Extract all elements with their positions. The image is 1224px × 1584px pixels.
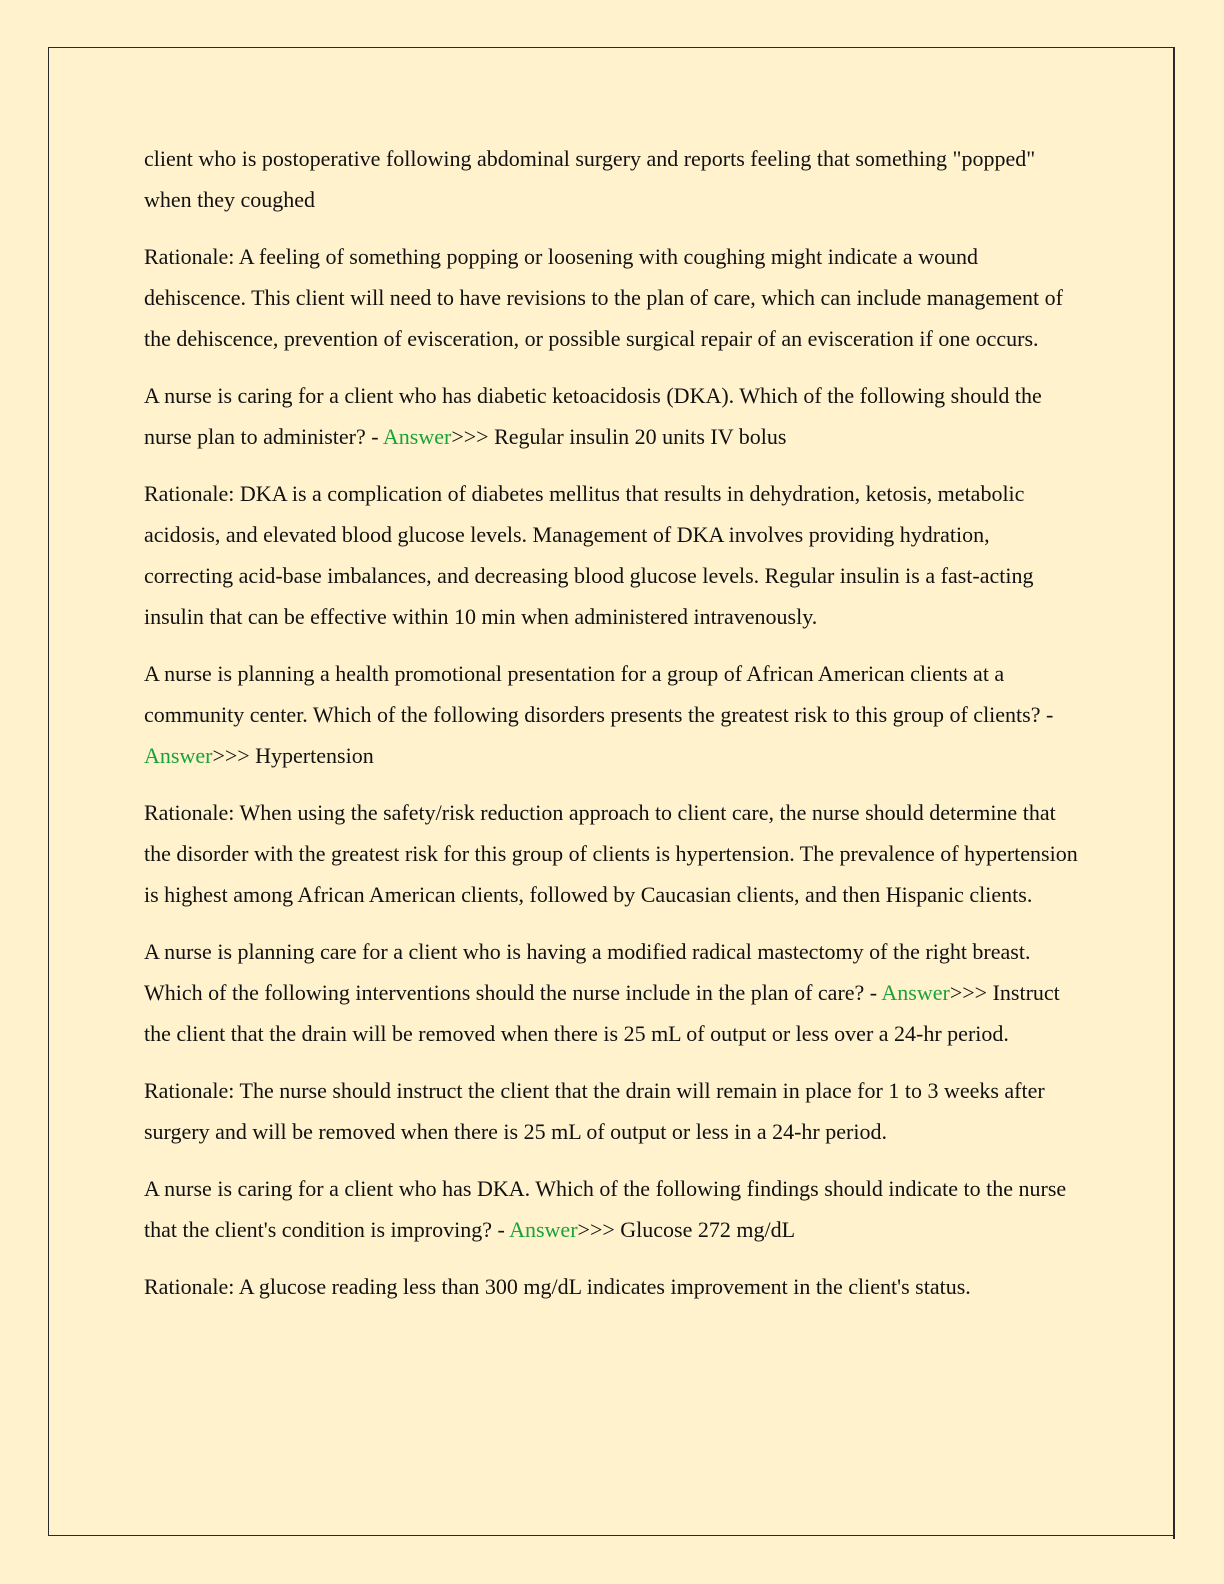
answer-text: >>> Regular insulin 20 units IV bolus xyxy=(451,424,787,449)
rationale-paragraph xyxy=(144,473,1084,637)
answer-text: >>> Hypertension xyxy=(212,743,374,768)
rationale-paragraph xyxy=(144,236,1084,359)
answer-label: Answer xyxy=(509,1217,578,1242)
question-text: A nurse is caring for a client who has diabetic ketoacidosis (DKA). Which of the following should the nurse plan to administer? - xyxy=(144,383,1042,449)
paragraph-text: Rationale: When using the safety/risk reduction approach to client care, the nurse should determine that the disorder with the greatest risk for this group of clients is hypertension. The prevalence of hypertension is highest among African American clients, followed by Caucasian clients, and then Hispanic clients. xyxy=(144,800,1078,907)
paragraph-text: Rationale: A glucose reading less than 300 mg/dL indicates improvement in the client's status. xyxy=(144,1274,971,1299)
answer-label: Answer xyxy=(382,424,452,449)
paragraph-text: client who is postoperative following abdominal surgery and reports feeling that something "popped" when they coughed xyxy=(144,146,1036,212)
document-body xyxy=(144,138,1084,1323)
question-continuation xyxy=(144,138,1084,220)
answer-text: >>> Instruct the client that the drain will be removed when there is 25 mL of output or less over a 24-hr period. xyxy=(144,980,1060,1046)
rationale-paragraph xyxy=(144,792,1084,915)
question-paragraph xyxy=(144,1168,1084,1250)
question-text: A nurse is caring for a client who has DKA. Which of the following findings should indicate to the nurse that the client's condition is improving? - xyxy=(144,1176,1067,1242)
answer-label: Answer xyxy=(881,980,950,1005)
answer-text: >>> Glucose 272 mg/dL xyxy=(577,1217,796,1242)
question-paragraph xyxy=(144,375,1084,457)
question-text: A nurse is planning a health promotional presentation for a group of African American clients at a community center. Which of the following disorders presents the greatest risk to this group of clients? - xyxy=(144,661,1054,727)
question-paragraph xyxy=(144,653,1084,776)
question-text: A nurse is planning care for a client who is having a modified radical mastectomy of the right breast. Which of the following interventions should the nurse include in the plan of care? - xyxy=(144,939,1031,1005)
rationale-paragraph xyxy=(144,1266,1084,1307)
answer-label: Answer xyxy=(144,743,213,768)
paragraph-text: Rationale: A feeling of something popping or loosening with coughing might indicate a wound dehiscence. This client will need to have revisions to the plan of care, which can include management of the dehiscence, prevention of evisceration, or possible surgical repair of an evisceration if one occurs. xyxy=(144,244,1063,351)
paragraph-text: Rationale: DKA is a complication of diabetes mellitus that results in dehydration, ketosis, metabolic acidosis, and elevated blood glucose levels. Management of DKA involves providing hydration, correcting acid-base imbalances, and decreasing blood glucose levels. Regular insulin is a fast-acting insulin that can be effective within 10 min when administered intravenously. xyxy=(144,481,1034,629)
question-paragraph xyxy=(144,931,1084,1054)
rationale-paragraph xyxy=(144,1070,1084,1152)
paragraph-text: Rationale: The nurse should instruct the client that the drain will remain in place for 1 to 3 weeks after surgery and will be removed when there is 25 mL of output or less in a 24-hr period. xyxy=(144,1078,1045,1144)
